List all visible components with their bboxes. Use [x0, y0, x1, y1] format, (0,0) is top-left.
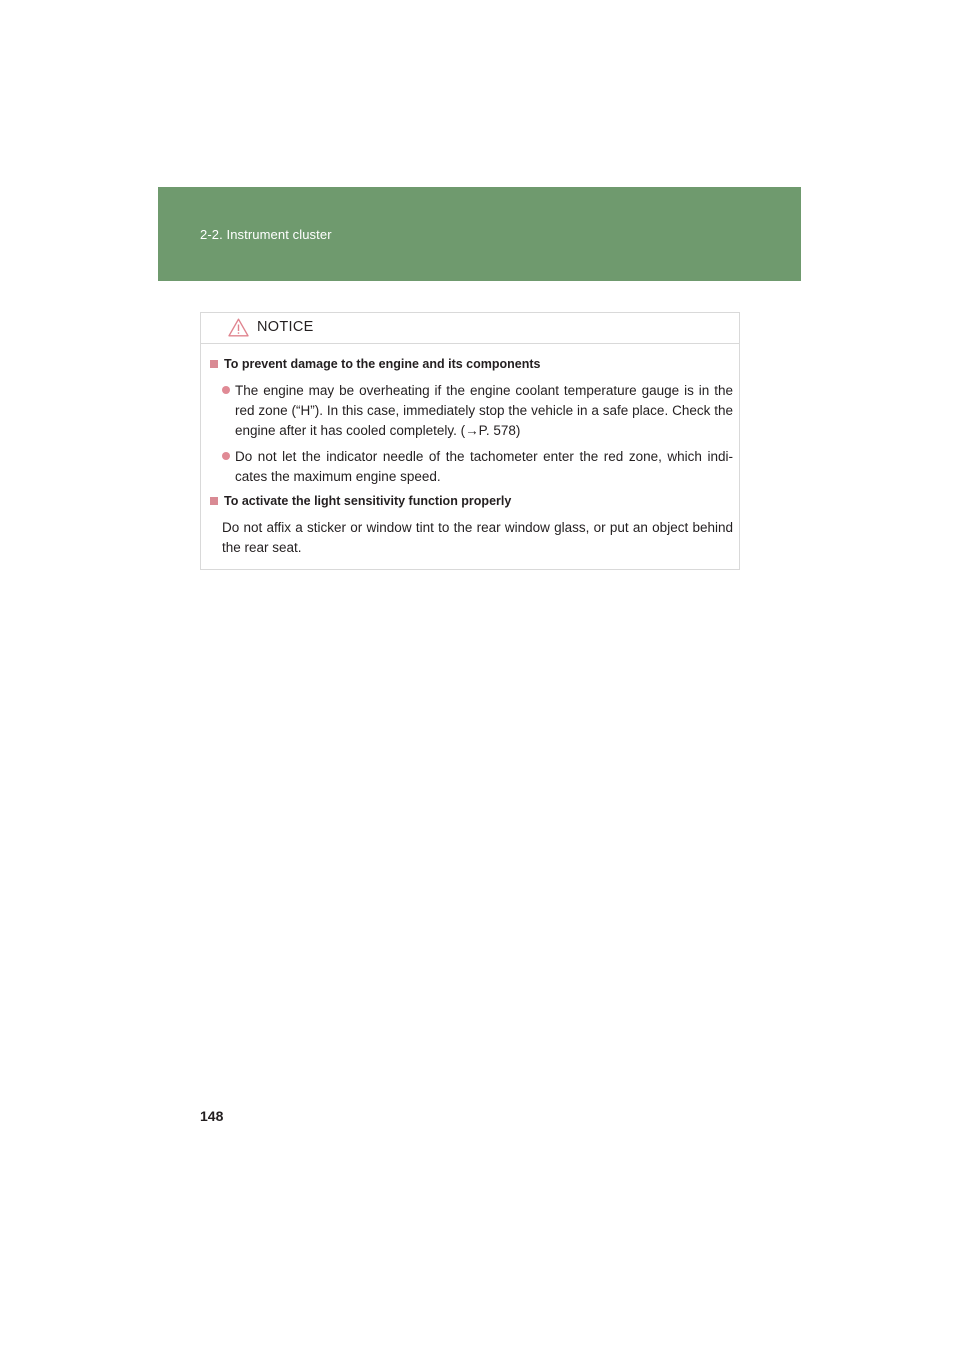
section-title: 2-2. Instrument cluster [200, 227, 332, 242]
header-band [158, 187, 801, 281]
notice-heading [209, 493, 733, 510]
round-bullet-icon [222, 386, 230, 394]
list-item [209, 381, 733, 441]
notice-heading-text: To activate the light sensitivity function properly [224, 494, 512, 508]
notice-title: NOTICE [257, 319, 314, 335]
page-number: 148 [200, 1108, 224, 1124]
warning-triangle-icon [228, 318, 249, 337]
list-item [209, 447, 733, 487]
square-bullet-icon [210, 360, 218, 368]
list-item-text: Do not let the indicator needle of the tachometer enter the red zone, which indi-cates the maximum engine speed. [235, 449, 733, 484]
notice-body [201, 344, 739, 558]
round-bullet-icon [222, 452, 230, 460]
notice-heading [209, 356, 733, 373]
notice-header [201, 313, 739, 344]
notice-box [200, 312, 740, 570]
square-bullet-icon [210, 497, 218, 505]
notice-heading-text: To prevent damage to the engine and its components [224, 357, 541, 371]
notice-paragraph: Do not affix a sticker or window tint to the rear window glass, or put an object behind the rear seat. [222, 520, 733, 555]
list-item-text: The engine may be overheating if the engine coolant temperature gauge is in the red zone (“H”). In this case, immediately stop the vehicle in a safe place. Check the engine after it has cooled completely. (→P. 578) [235, 383, 733, 438]
